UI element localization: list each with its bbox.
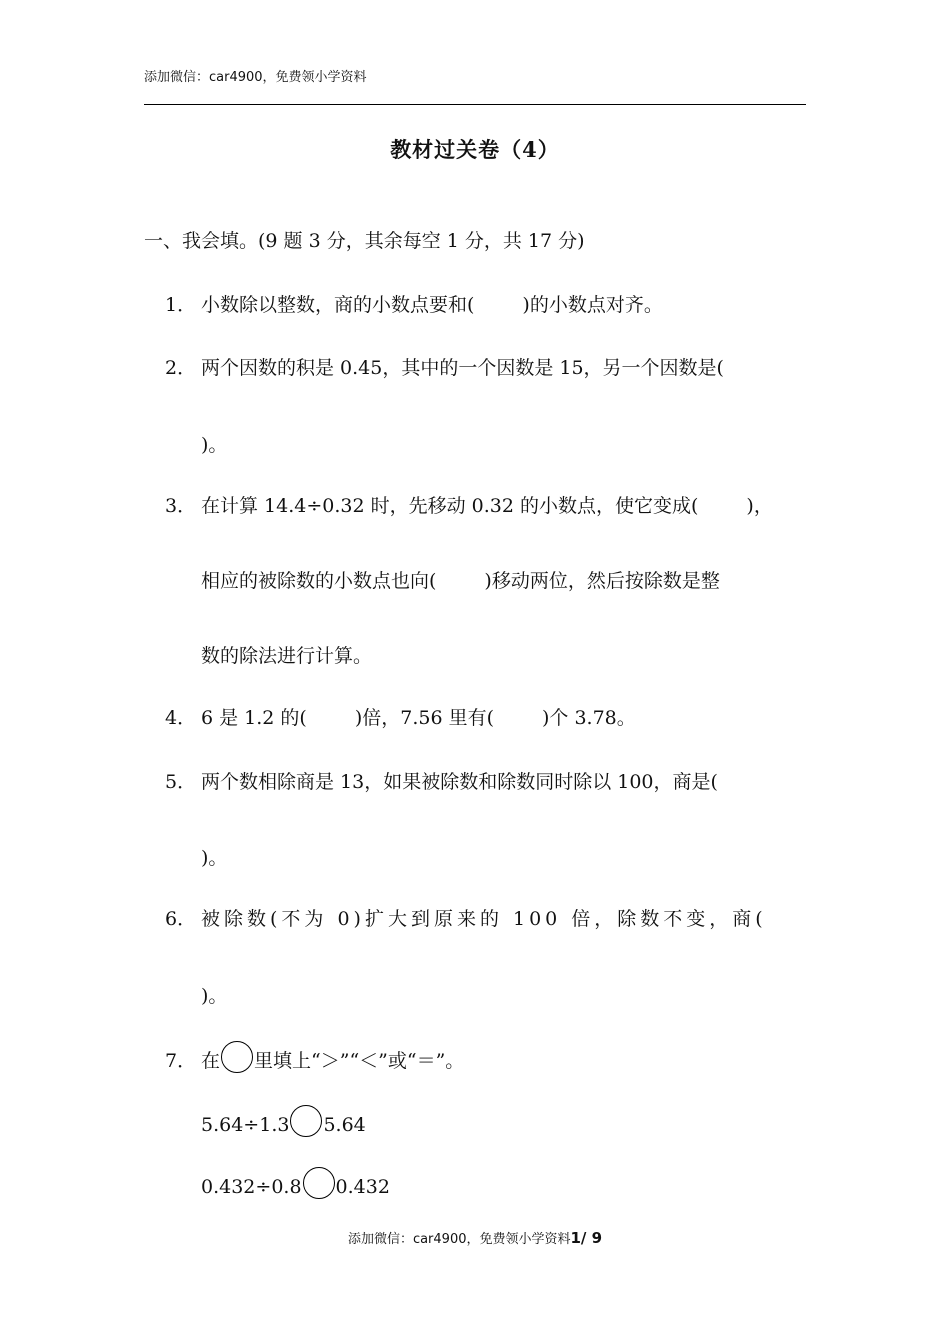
- question-4: [165, 703, 636, 730]
- comparison-item-2: [201, 1167, 390, 1199]
- question-text: 相应的被除数的小数点也向(: [201, 570, 437, 592]
- page-number: 1/ 9: [570, 1229, 603, 1247]
- answer-circle[interactable]: [290, 1105, 322, 1137]
- section-heading: 一、我会填。(9 题 3 分，其余每空 1 分，共 17 分): [144, 230, 585, 252]
- question-number: 6．: [165, 908, 197, 930]
- question-2: [165, 353, 724, 380]
- header-divider: [144, 104, 806, 105]
- question-3: [165, 491, 773, 518]
- header-note: 添加微信：car4900，免费领小学资料: [144, 70, 367, 85]
- question-text: )倍，7.56 里有(: [354, 707, 495, 729]
- expression-left: 5.64÷1.3: [201, 1114, 290, 1136]
- question-3-line-2: [201, 566, 720, 593]
- question-5-continuation: )。: [201, 847, 228, 869]
- question-2-continuation: )。: [201, 434, 228, 456]
- question-text: 在计算 14.4÷0.32 时，先移动 0.32 的小数点，使它变成(: [201, 495, 699, 517]
- comparison-item-1: [201, 1105, 366, 1137]
- question-7: [165, 1041, 464, 1073]
- question-number: 1．: [165, 294, 197, 316]
- footer: [0, 1228, 950, 1247]
- question-text: 在: [201, 1050, 221, 1072]
- page-title: 教材过关卷（4）: [390, 137, 560, 162]
- question-text: )的小数点对齐。: [522, 294, 663, 316]
- question-number: 4．: [165, 707, 197, 729]
- expression-right: 0.432: [335, 1176, 390, 1198]
- expression-right: 5.64: [323, 1114, 366, 1136]
- question-number: 5．: [165, 771, 197, 793]
- question-3-line-3: 数的除法进行计算。: [201, 645, 373, 667]
- question-text: 小数除以整数，商的小数点要和(: [201, 294, 475, 316]
- comparison-circle: [221, 1041, 253, 1073]
- question-text: 两个数相除商是 13，如果被除数和除数同时除以 100，商是(: [201, 771, 718, 793]
- question-6-continuation: )。: [201, 985, 228, 1007]
- question-text: )，: [746, 495, 773, 517]
- question-number: 7．: [165, 1050, 197, 1072]
- question-text: 里填上“＞”“＜”或“＝”。: [254, 1050, 465, 1072]
- question-1: [165, 290, 663, 317]
- expression-left: 0.432÷0.8: [201, 1176, 302, 1198]
- answer-circle[interactable]: [303, 1167, 335, 1199]
- question-number: 3．: [165, 495, 197, 517]
- question-6: [165, 904, 767, 931]
- question-text: 被除数(不为 0)扩大到原来的 100 倍，除数不变，商(: [201, 908, 767, 930]
- question-5: [165, 767, 718, 794]
- footer-note: 添加微信：car4900，免费领小学资料: [347, 1232, 571, 1247]
- question-text: 6 是 1.2 的(: [201, 707, 307, 729]
- question-text: 两个因数的积是 0.45，其中的一个因数是 15，另一个因数是(: [201, 357, 724, 379]
- question-text: )移动两位，然后按除数是整: [484, 570, 720, 592]
- question-number: 2．: [165, 357, 197, 379]
- question-text: )个 3.78。: [542, 707, 636, 729]
